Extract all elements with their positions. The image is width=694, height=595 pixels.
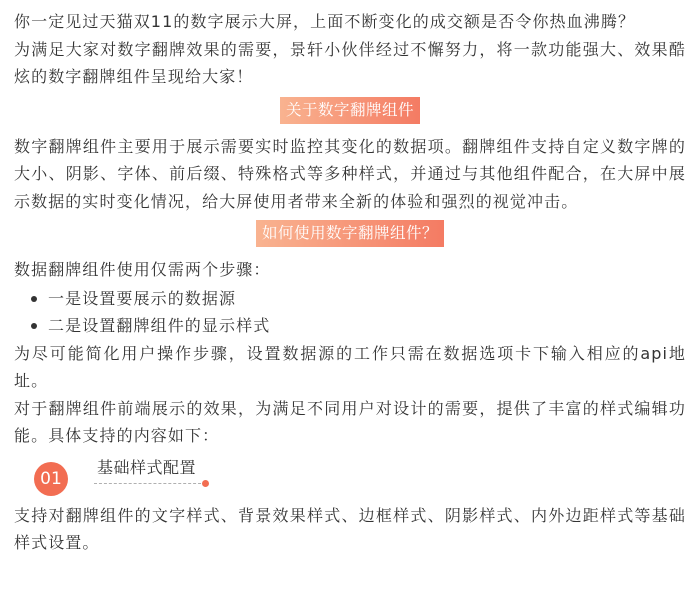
intro-line-2: 为满足大家对数字翻牌效果的需要，景轩小伙伴经过不懈努力，将一款功能强大、效果酷炫的数字翻牌组件呈现给大家！ xyxy=(14,39,686,86)
step-label: 一是设置要展示的数据源 xyxy=(48,288,237,308)
dot-icon xyxy=(202,480,209,487)
list-item xyxy=(27,312,686,340)
step-label: 二是设置翻牌组件的显示样式 xyxy=(48,316,271,335)
heading-usage-wrap xyxy=(14,220,686,250)
heading-about: 关于数字翻牌组件 xyxy=(280,97,420,124)
feature-header xyxy=(14,454,686,502)
article xyxy=(14,8,686,557)
heading-about-wrap xyxy=(14,97,686,127)
heading-usage: 如何使用数字翻牌组件？ xyxy=(256,220,444,247)
feature-title: 基础样式配置 xyxy=(97,457,197,477)
feature-description: 支持对翻牌组件的文字样式、背景效果样式、边框样式、阴影样式、内外边距样式等基础样式设置。 xyxy=(14,505,686,552)
dashed-divider xyxy=(94,483,206,484)
style-text: 对于翻牌组件前端展示的效果，为满足不同用户对设计的需要，提供了丰富的样式编辑功能。具体支持的内容如下： xyxy=(14,398,686,445)
bullet-icon xyxy=(31,323,37,329)
steps-intro: 数据翻牌组件使用仅需两个步骤： xyxy=(14,260,271,279)
intro-line-1: 你一定见过天猫双11的数字展示大屏，上面不断变化的成交额是否令你热血沸腾？ xyxy=(14,12,636,31)
datasource-text: 为尽可能简化用户操作步骤，设置数据源的工作只需在数据选项卡下输入相应的api地址。 xyxy=(14,343,686,390)
feature-number-badge: 01 xyxy=(34,462,68,496)
about-body: 数字翻牌组件主要用于展示需要实时监控其变化的数据项。翻牌组件支持自定义数字牌的大小、阴影、字体、前后缀、特殊格式等多种样式，并通过与其他组件配合，在大屏中展示数据的实时变化情况，给大屏使用者带来全新的体验和强烈的视觉冲击。 xyxy=(14,136,686,211)
steps-list xyxy=(14,285,686,340)
bullet-icon xyxy=(31,296,37,302)
list-item xyxy=(27,285,686,313)
